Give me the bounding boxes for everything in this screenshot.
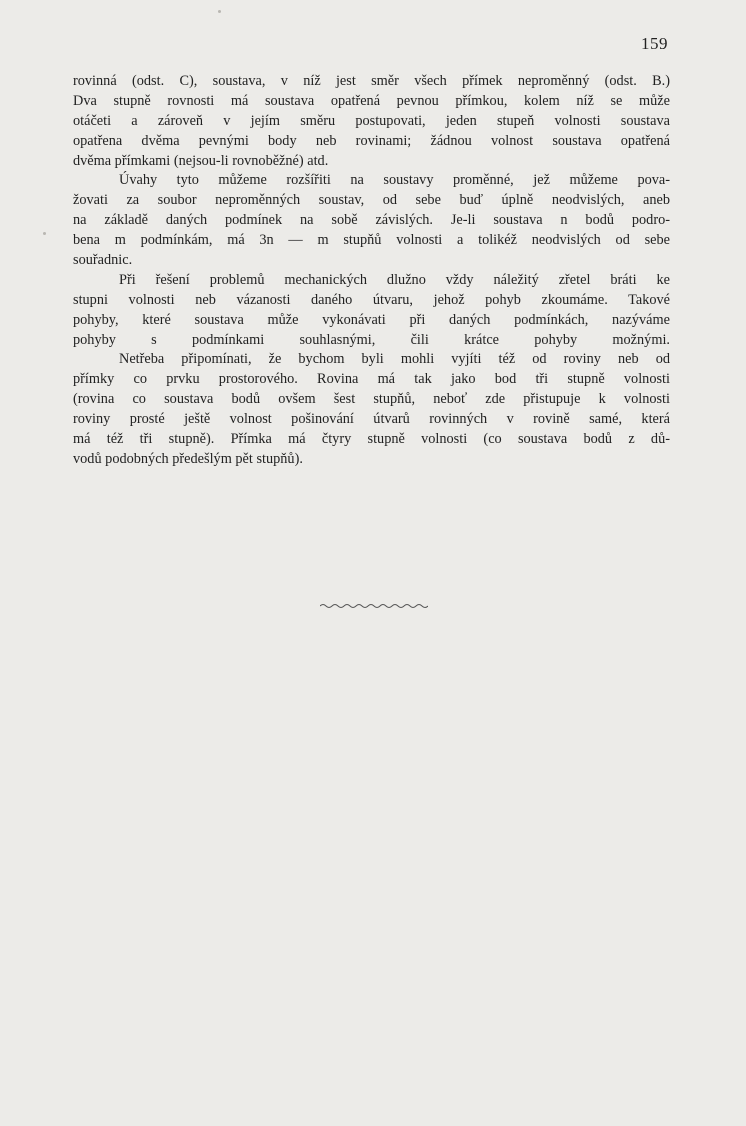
- body-text: [73, 72, 670, 470]
- text-line: roviny prosté ještě volnost pošinování útvarů rovinných v rovině samé, která: [73, 411, 670, 428]
- ornament-divider: [320, 600, 428, 612]
- paper-speck: [43, 232, 46, 235]
- text-line: vodů podobných předešlým pět stupňů).: [73, 450, 303, 467]
- text-line: opatřena dvěma pevnými body neb rovinami; žádnou volnost soustava opatřená: [73, 132, 670, 149]
- text-line: (rovina co soustava bodů ovšem šest stupňů, neboť zde přistupuje k volnosti: [73, 391, 670, 408]
- wavy-line-icon: [320, 600, 428, 612]
- page-number: 159: [641, 34, 668, 53]
- paper-speck: [218, 10, 221, 13]
- text-line: souřadnic.: [73, 252, 133, 269]
- text-line: Dva stupně rovnosti má soustava opatřená pevnou přímkou, kolem níž se může: [73, 92, 670, 109]
- text-line: má též tři stupně). Přímka má čtyry stupně volnosti (co soustava bodů z dů-: [73, 431, 670, 448]
- text-line: přímky co prvku prostorového. Rovina má tak jako bod tři stupně volnosti: [73, 371, 670, 388]
- text-line: pohyby s podmínkami souhlasnými, čili krátce pohyby možnými.: [73, 331, 670, 348]
- text-line: dvěma přímkami (nejsou-li rovnoběžné) atd.: [73, 152, 329, 169]
- text-line: Úvahy tyto můžeme rozšířiti na soustavy proměnné, jež můžeme pova-: [119, 172, 670, 189]
- text-line: stupni volnosti neb vázanosti daného útvaru, jehož pohyb zkoumáme. Takové: [73, 291, 670, 308]
- text-line: pohyby, které soustava může vykonávati při daných podmínkách, nazýváme: [73, 311, 670, 328]
- text-line: Netřeba připomínati, že bychom byli mohli vyjíti též od roviny neb od: [119, 351, 670, 368]
- text-line: žovati za soubor neproměnných soustav, od sebe buď úplně neodvislých, aneb: [73, 192, 670, 209]
- text-line: rovinná (odst. C), soustava, v níž jest směr všech přímek neproměnný (odst. B.): [73, 73, 670, 89]
- text-line: otáčeti a zároveň v jejím směru postupovati, jeden stupeň volnosti soustava: [73, 112, 670, 129]
- text-line: Při řešení problemů mechanických dlužno vždy náležitý zřetel bráti ke: [119, 271, 670, 288]
- text-line: bena m podmínkám, má 3n — m stupňů volnosti a tolikéž neodvislých od sebe: [73, 232, 670, 249]
- text-line: na základě daných podmínek na sobě závislých. Je-li soustava n bodů podro-: [73, 212, 670, 229]
